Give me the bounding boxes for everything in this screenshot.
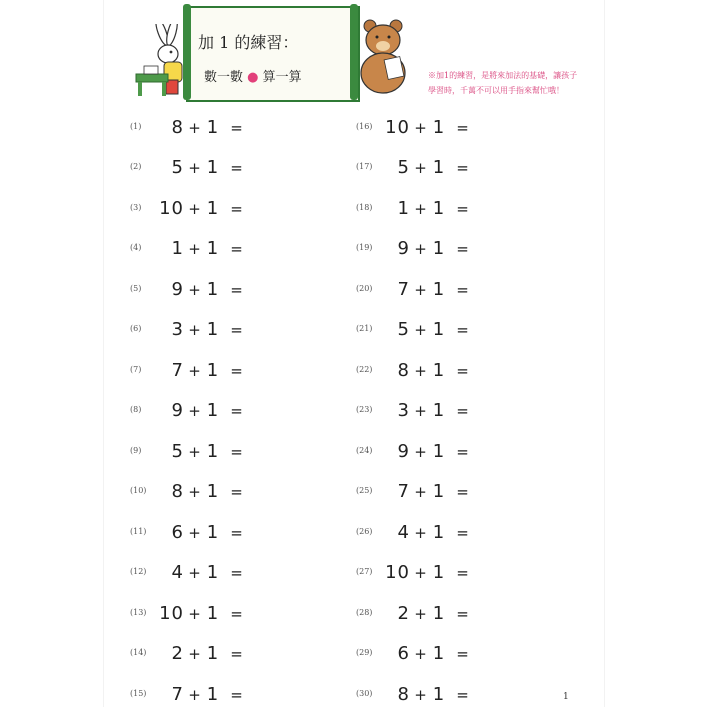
problem-row — [130, 643, 294, 663]
problem-row — [130, 481, 294, 501]
addend-one: 1 — [432, 602, 446, 624]
problem-operand: 9 — [397, 440, 410, 462]
problem-row — [130, 521, 294, 541]
problem-number: (3) — [130, 202, 142, 212]
subtitle-right: 算一算 — [262, 70, 302, 85]
addend-one: 1 — [432, 400, 446, 421]
problem-operand: 8 — [171, 116, 184, 138]
addend-one: 1 — [432, 683, 446, 705]
equals-sign: = — [230, 523, 244, 542]
equals-sign: = — [230, 564, 244, 582]
problem-number: (11) — [130, 526, 147, 536]
board-post-left — [183, 4, 191, 100]
problem-row — [356, 319, 520, 339]
plus-sign: + — [414, 402, 428, 420]
problem-expression — [384, 479, 520, 502]
plus-sign: + — [188, 199, 202, 218]
bear-illustration — [356, 18, 412, 96]
addend-one: 1 — [206, 116, 220, 138]
problem-number: (17) — [356, 162, 373, 171]
answer-blank[interactable] — [254, 520, 294, 538]
addend-one: 1 — [206, 319, 220, 340]
problem-row — [356, 400, 520, 420]
problem-number: (24) — [356, 445, 373, 455]
answer-blank[interactable] — [254, 317, 294, 335]
addend-one: 1 — [206, 238, 220, 259]
problem-row — [356, 278, 520, 298]
problem-row — [130, 683, 294, 703]
problem-expression — [384, 641, 520, 664]
equals-sign: = — [230, 280, 244, 299]
problem-operand: 6 — [171, 521, 184, 543]
problem-operand: 9 — [171, 400, 184, 421]
problem-expression — [384, 236, 520, 259]
addend-one: 1 — [432, 238, 446, 259]
addend-one: 1 — [206, 481, 220, 502]
addend-one: 1 — [206, 521, 220, 543]
equals-sign: = — [230, 361, 244, 380]
answer-blank[interactable] — [254, 196, 294, 214]
problem-operand: 8 — [397, 683, 410, 705]
equals-sign: = — [456, 199, 470, 218]
plus-sign: + — [188, 685, 202, 704]
addend-one: 1 — [206, 440, 220, 462]
addend-one: 1 — [206, 602, 220, 624]
answer-blank[interactable] — [254, 155, 294, 173]
equals-sign: = — [456, 361, 470, 380]
plus-sign: + — [188, 361, 202, 380]
problem-number: (6) — [130, 324, 142, 333]
problem-expression — [384, 155, 520, 178]
addend-one: 1 — [206, 197, 220, 219]
plus-sign: + — [414, 483, 428, 501]
problem-row — [356, 440, 520, 460]
addend-one: 1 — [432, 157, 446, 178]
equals-sign: = — [456, 280, 470, 299]
equals-sign: = — [456, 604, 470, 623]
problem-expression — [158, 398, 294, 421]
problem-operand: 5 — [171, 157, 184, 178]
problem-row — [356, 359, 520, 379]
problem-expression — [384, 277, 520, 300]
plus-sign: + — [414, 240, 428, 258]
problem-operand: 4 — [397, 521, 410, 543]
plus-sign: + — [188, 442, 202, 461]
plus-sign: + — [414, 685, 428, 704]
problem-number: (14) — [130, 648, 147, 657]
problem-row — [130, 157, 294, 177]
problem-row — [130, 319, 294, 339]
plus-sign: + — [188, 483, 202, 501]
equals-sign: = — [456, 240, 470, 258]
problem-row — [356, 481, 520, 501]
problem-number: (15) — [130, 688, 147, 698]
answer-blank[interactable] — [480, 398, 520, 416]
answer-blank[interactable] — [480, 682, 520, 700]
plus-sign: + — [414, 280, 428, 299]
answer-blank[interactable] — [480, 601, 520, 619]
problem-expression — [158, 236, 294, 259]
plus-sign: + — [188, 523, 202, 542]
problem-number: (28) — [356, 607, 373, 617]
equals-sign: = — [230, 240, 244, 258]
problem-expression — [158, 641, 294, 664]
problem-number: (1) — [130, 121, 142, 131]
problem-operand: 10 — [385, 116, 410, 138]
plus-sign: + — [188, 402, 202, 420]
answer-blank[interactable] — [254, 398, 294, 416]
plus-sign: + — [414, 321, 428, 339]
addend-one: 1 — [206, 562, 220, 583]
problem-expression — [158, 439, 294, 462]
problem-number: (21) — [356, 324, 373, 333]
answer-blank[interactable] — [480, 479, 520, 497]
addend-one: 1 — [206, 278, 220, 300]
equals-sign: = — [230, 321, 244, 339]
parent-note: ※加1的練習，是將來加法的基礎，讓孩子學習時，千萬不可以用手指來幫忙哦！ — [428, 71, 578, 95]
problem-operand: 10 — [159, 197, 184, 219]
problem-number: (27) — [356, 567, 373, 576]
plus-sign: + — [414, 442, 428, 461]
problem-operand: 3 — [171, 319, 184, 340]
equals-sign: = — [230, 604, 244, 623]
answer-blank[interactable] — [254, 479, 294, 497]
problem-number: (26) — [356, 526, 373, 536]
problem-number: (23) — [356, 405, 373, 414]
problem-number: (13) — [130, 607, 147, 617]
problem-number: (5) — [130, 283, 142, 293]
answer-blank[interactable] — [254, 115, 294, 133]
answer-blank[interactable] — [480, 115, 520, 133]
answer-blank[interactable] — [480, 236, 520, 254]
equals-sign: = — [230, 199, 244, 218]
equals-sign: = — [230, 483, 244, 501]
problem-operand: 10 — [385, 562, 410, 583]
answer-blank[interactable] — [480, 196, 520, 214]
equals-sign: = — [456, 118, 470, 137]
answer-blank[interactable] — [480, 277, 520, 295]
problem-operand: 5 — [171, 440, 184, 462]
answer-blank[interactable] — [254, 601, 294, 619]
answer-blank[interactable] — [480, 155, 520, 173]
worksheet-subtitle — [204, 66, 302, 85]
problem-number: (2) — [130, 162, 142, 171]
problem-number: (19) — [356, 243, 373, 252]
problem-operand: 9 — [397, 238, 410, 259]
page-number: 1 — [563, 692, 569, 702]
equals-sign: = — [456, 402, 470, 420]
problem-operand: 3 — [397, 400, 410, 421]
answer-blank[interactable] — [480, 358, 520, 376]
problem-expression — [384, 398, 520, 421]
answer-blank[interactable] — [480, 520, 520, 538]
equals-sign: = — [230, 402, 244, 420]
addend-one: 1 — [206, 157, 220, 178]
problem-operand: 4 — [171, 562, 184, 583]
problem-row — [356, 238, 520, 258]
problem-row — [130, 359, 294, 379]
problem-number: (20) — [356, 283, 373, 293]
problem-operand: 7 — [397, 481, 410, 502]
addend-one: 1 — [432, 521, 446, 543]
problem-row — [130, 562, 294, 582]
equals-sign: = — [456, 564, 470, 582]
problem-operand: 7 — [397, 278, 410, 300]
problem-expression — [384, 439, 520, 462]
problem-expression — [158, 155, 294, 178]
addend-one: 1 — [432, 562, 446, 583]
plus-sign: + — [188, 645, 202, 663]
problem-expression — [384, 682, 520, 705]
plus-sign: + — [188, 280, 202, 299]
problem-number: (8) — [130, 405, 142, 414]
answer-blank[interactable] — [254, 560, 294, 578]
plus-sign: + — [414, 604, 428, 623]
problem-operand: 5 — [397, 157, 410, 178]
equals-sign: = — [456, 685, 470, 704]
equals-sign: = — [456, 645, 470, 663]
answer-blank[interactable] — [254, 277, 294, 295]
problem-operand: 6 — [397, 643, 410, 664]
worksheet-title: 加 1 的練習： — [198, 33, 299, 52]
addend-one: 1 — [206, 643, 220, 664]
problem-row — [130, 602, 294, 622]
problem-row — [130, 278, 294, 298]
subtitle-dot-icon: ● — [247, 70, 263, 85]
answer-blank[interactable] — [480, 317, 520, 335]
equals-sign: = — [230, 645, 244, 663]
problem-expression — [158, 682, 294, 705]
problem-operand: 5 — [397, 319, 410, 340]
equals-sign: = — [456, 321, 470, 339]
problem-expression — [384, 520, 520, 543]
problem-row — [356, 197, 520, 217]
addend-one: 1 — [432, 319, 446, 340]
answer-blank[interactable] — [480, 641, 520, 659]
problem-expression — [158, 358, 294, 381]
problem-number: (10) — [130, 486, 147, 495]
problem-expression — [158, 115, 294, 138]
problem-expression — [384, 358, 520, 381]
problem-expression — [158, 277, 294, 300]
addend-one: 1 — [432, 481, 446, 502]
problem-number: (29) — [356, 648, 373, 657]
plus-sign: + — [188, 159, 202, 177]
problem-expression — [384, 196, 520, 219]
problem-operand: 2 — [171, 643, 184, 664]
problem-operand: 1 — [171, 238, 184, 259]
problem-number: (12) — [130, 567, 147, 576]
plus-sign: + — [414, 523, 428, 542]
plus-sign: + — [414, 645, 428, 663]
problem-expression — [158, 196, 294, 219]
problem-operand: 7 — [171, 683, 184, 705]
problem-operand: 1 — [397, 197, 410, 219]
plus-sign: + — [188, 321, 202, 339]
problem-expression — [158, 601, 294, 624]
plus-sign: + — [414, 199, 428, 218]
problem-row — [130, 238, 294, 258]
equals-sign: = — [456, 442, 470, 461]
problem-number: (30) — [356, 688, 373, 698]
plus-sign: + — [188, 604, 202, 623]
answer-blank[interactable] — [480, 560, 520, 578]
problem-operand: 8 — [397, 359, 410, 381]
plus-sign: + — [414, 159, 428, 177]
plus-sign: + — [188, 240, 202, 258]
problem-expression — [384, 317, 520, 340]
equals-sign: = — [456, 159, 470, 177]
problem-operand: 8 — [171, 481, 184, 502]
problem-expression — [384, 601, 520, 624]
problem-expression — [158, 317, 294, 340]
problem-operand: 9 — [171, 278, 184, 300]
problem-operand: 10 — [159, 602, 184, 624]
problem-row — [356, 562, 520, 582]
addend-one: 1 — [206, 683, 220, 705]
plus-sign: + — [188, 564, 202, 582]
problem-row — [356, 157, 520, 177]
problem-operand: 2 — [397, 602, 410, 624]
problem-row — [356, 521, 520, 541]
problem-row — [130, 116, 294, 136]
plus-sign: + — [414, 564, 428, 582]
equals-sign: = — [230, 442, 244, 461]
addend-one: 1 — [432, 116, 446, 138]
addend-one: 1 — [432, 278, 446, 300]
title-board — [186, 6, 360, 102]
problem-expression — [384, 115, 520, 138]
problem-expression — [384, 560, 520, 583]
problem-row — [130, 440, 294, 460]
answer-blank[interactable] — [480, 439, 520, 457]
problem-row — [356, 683, 520, 703]
subtitle-left: 數一數 — [204, 70, 244, 85]
problem-number: (7) — [130, 364, 142, 374]
problem-row — [130, 400, 294, 420]
equals-sign: = — [456, 523, 470, 542]
addend-one: 1 — [432, 643, 446, 664]
equals-sign: = — [230, 118, 244, 137]
plus-sign: + — [188, 118, 202, 137]
answer-blank[interactable] — [254, 641, 294, 659]
addend-one: 1 — [432, 359, 446, 381]
answer-blank[interactable] — [254, 236, 294, 254]
equals-sign: = — [230, 159, 244, 177]
problem-expression — [158, 560, 294, 583]
addend-one: 1 — [206, 400, 220, 421]
problem-number: (16) — [356, 121, 373, 131]
problem-operand: 7 — [171, 359, 184, 381]
addend-one: 1 — [206, 359, 220, 381]
problem-expression — [158, 520, 294, 543]
plus-sign: + — [414, 361, 428, 380]
problem-expression — [158, 479, 294, 502]
problem-number: (9) — [130, 445, 142, 455]
problem-row — [356, 602, 520, 622]
equals-sign: = — [456, 483, 470, 501]
plus-sign: + — [414, 118, 428, 137]
answer-blank[interactable] — [254, 439, 294, 457]
addend-one: 1 — [432, 197, 446, 219]
problem-row — [356, 643, 520, 663]
problem-number: (4) — [130, 243, 142, 252]
answer-blank[interactable] — [254, 358, 294, 376]
equals-sign: = — [230, 685, 244, 704]
answer-blank[interactable] — [254, 682, 294, 700]
problem-row — [130, 197, 294, 217]
problem-number: (18) — [356, 202, 373, 212]
problem-row — [356, 116, 520, 136]
addend-one: 1 — [432, 440, 446, 462]
problem-number: (25) — [356, 486, 373, 495]
problem-number: (22) — [356, 364, 373, 374]
